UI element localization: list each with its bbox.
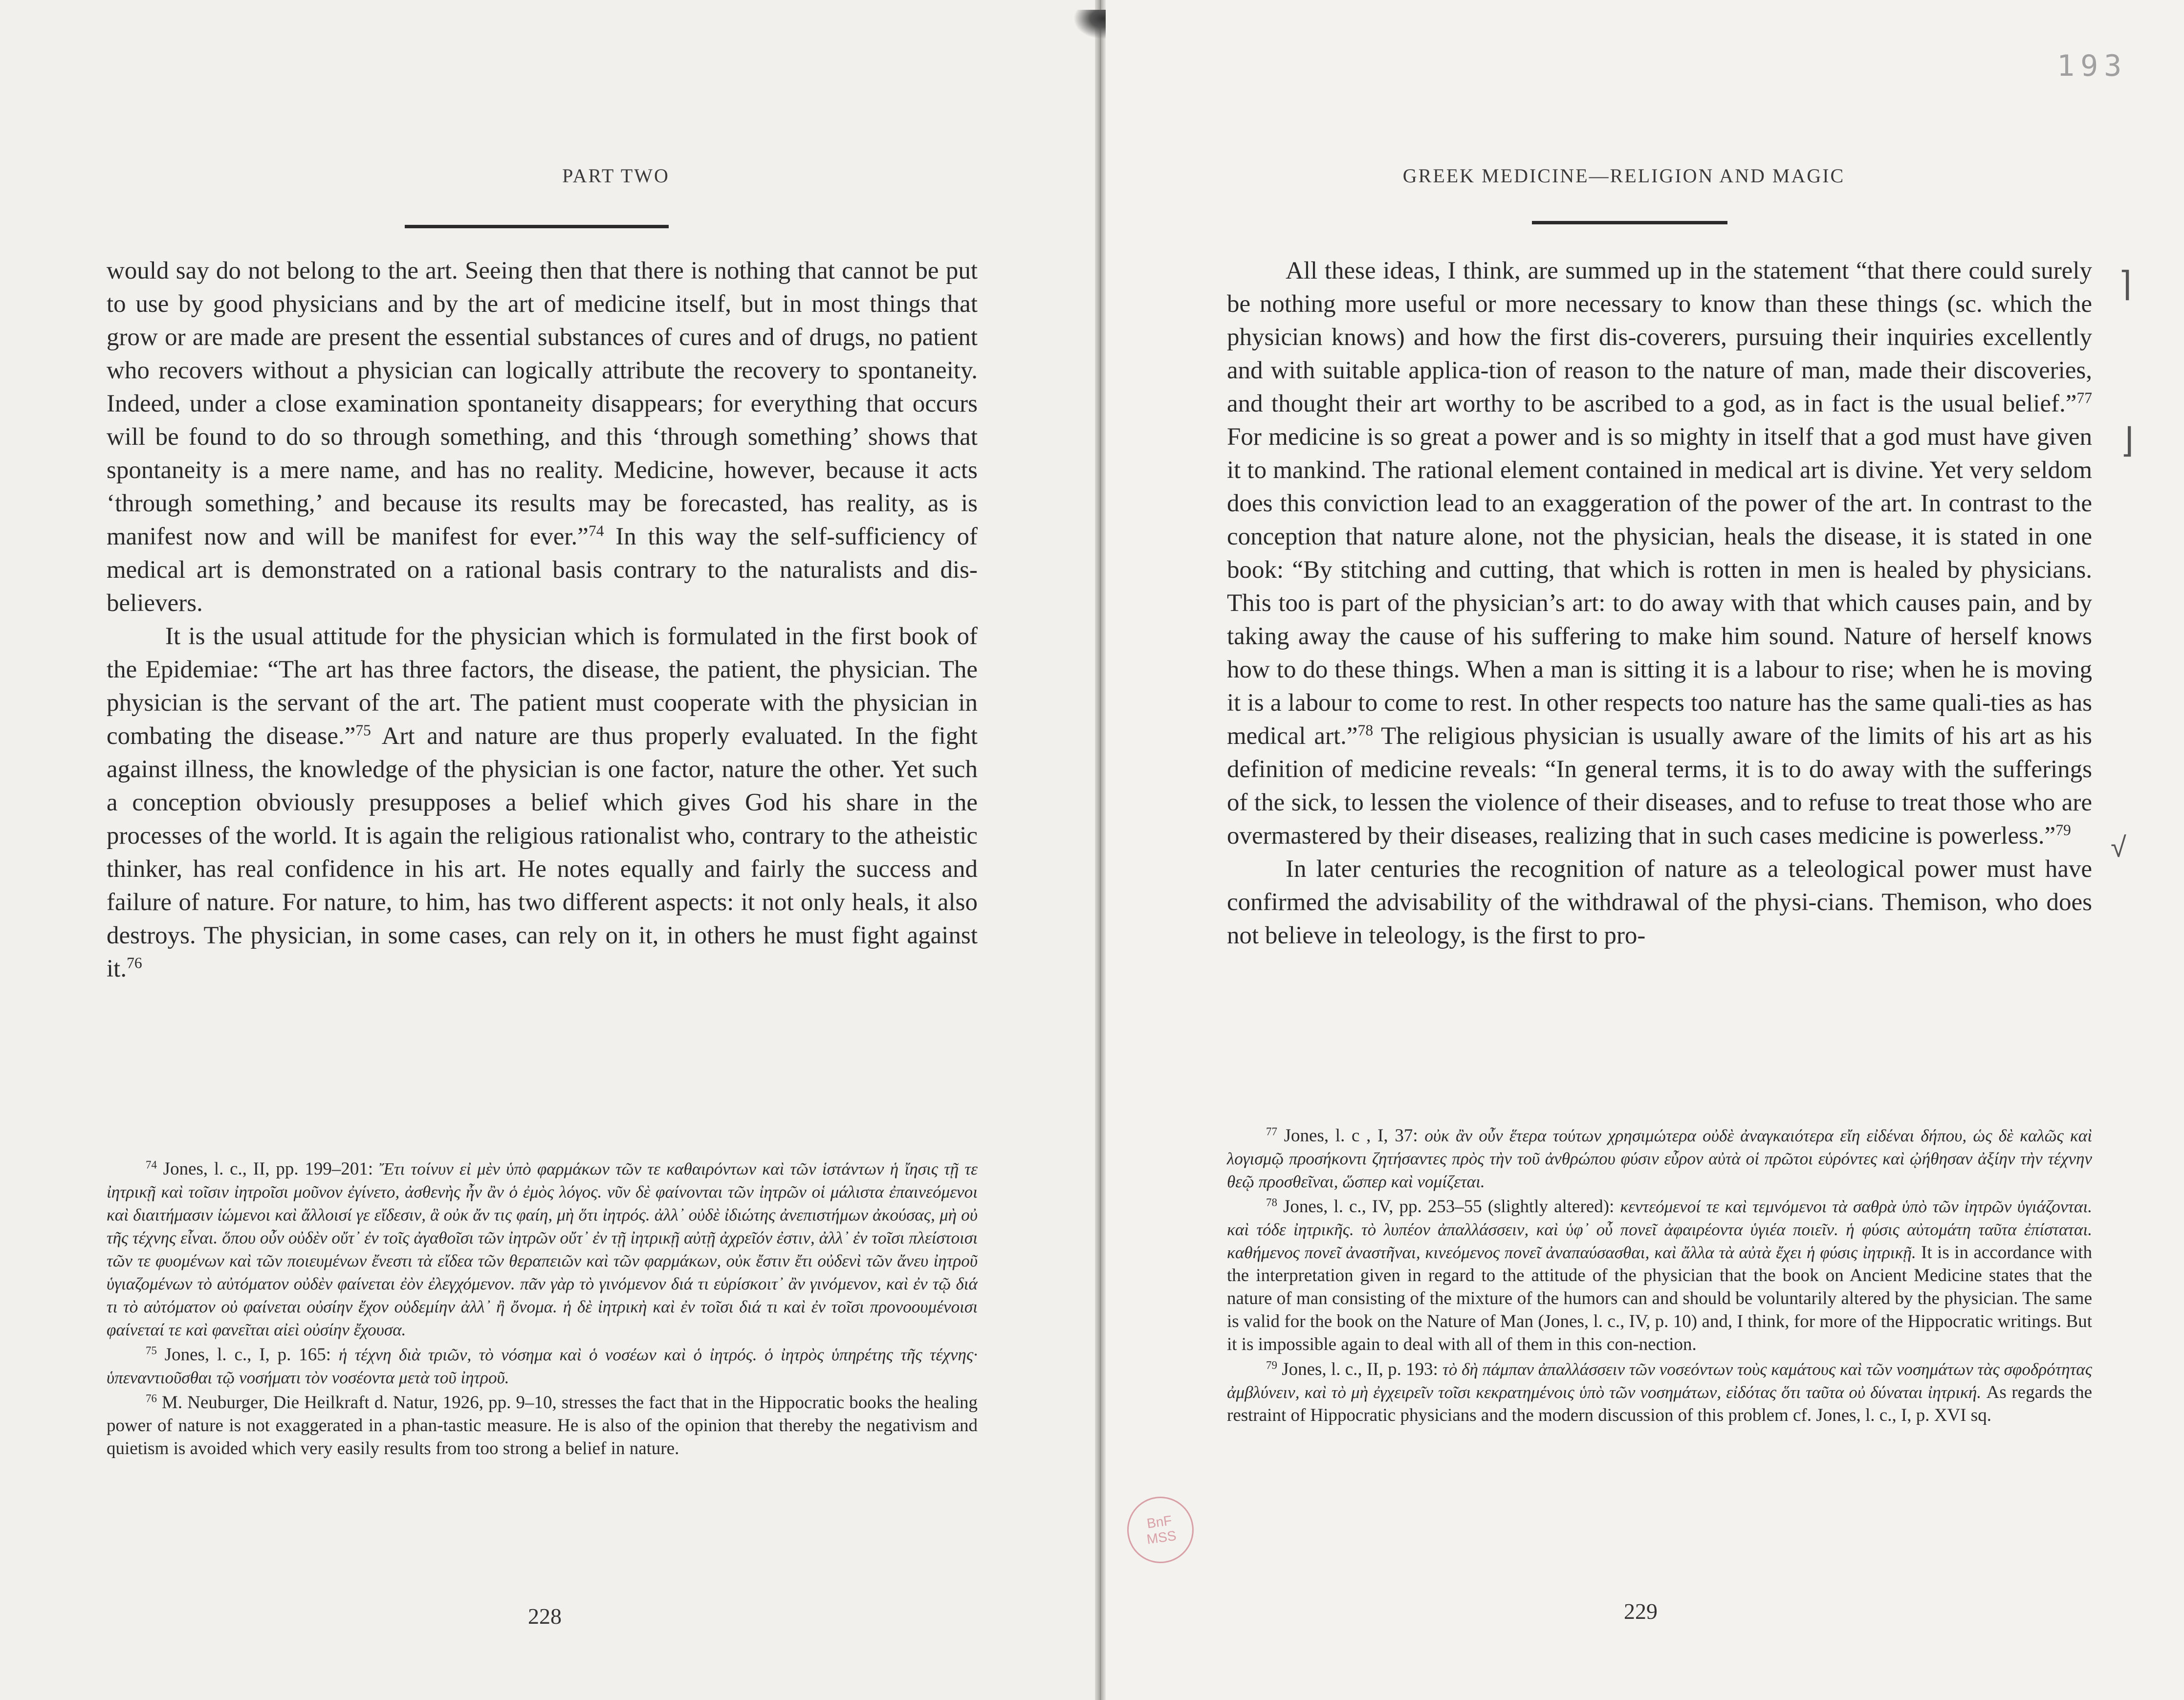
footnote-ref: 75 — [355, 721, 371, 739]
footnote — [1227, 1124, 2092, 1193]
footnote — [1227, 1195, 2092, 1356]
paragraph — [1227, 254, 2092, 852]
footnote-text: M. Neuburger, Die Heilkraft d. Natur, 1926, pp. 9–10, stresses the fact that in the Hippocratic books the healing power of nature is not exaggerated in a phan-tastic measure. He is also of the opinion that thereby the negativism and quietism is avoided which very easily results from too strong a belief in nature. — [107, 1393, 978, 1459]
paragraph — [107, 620, 978, 985]
running-header-right: GREEK MEDICINE—RELIGION AND MAGIC — [1402, 165, 1845, 187]
footnote-text: Jones, l. c., II, p. 193: — [1277, 1359, 1443, 1379]
margin-mark-bracket-top: ⌉ — [2118, 265, 2132, 303]
footnote-number: 76 — [146, 1392, 157, 1405]
body-text-left — [107, 254, 978, 985]
footnote-text: Jones, l. c., IV, pp. 253–55 (slightly altered): — [1277, 1197, 1620, 1217]
footnote-number: 78 — [1266, 1196, 1277, 1209]
paragraph-text: For medicine is so great a power and is so mighty in itself that a god must have given it to mankind. The rational element contained in medical art is divine. Yet very seldom does this conviction lead to an exaggeration of the power of the art. In contrast to the conception that nature alone, not the physician, heals the disease, it is stated in one book: “By stitching and cutting, that which is rotten in men is healed by physicians. This too is part of the physician’s art: to do away with that which causes pain, and by taking away the cause of his suffering to make him sound. Nature of herself knows how to do these things. When a man is sitting it is a labour to rise; when he is moving it is a labour to come to rest. In other respects too nature has the same quali-ties as has medical art.” — [1227, 423, 2092, 750]
page-number-right: 229 — [1624, 1599, 1658, 1624]
greek-quotation: Ἔτι τοίνυν εἰ μὲν ὑπὸ φαρμάκων τῶν τε καθαιρόντων καὶ τῶν ἱστάντων ἡ ἴησις τῇ τε ἰητρικῇ καὶ τοῖσιν ἰητροῖσι μοῦνον ἐγίνετο, ἀσθενὴς ἦν ἂν ὁ ἐμὸς λόγος. νῦν δὲ φαίνονται τῶν ἰητρῶν οἱ μάλιστα ἐπαινεόμενοι καὶ διαιτήμασιν ἰώμενοι καὶ ἄλλοισί γε εἴδεσιν, ἃ οὐκ ἄν τις φαίη, μὴ ὅτι ἰητρός. ἀλλ᾽ οὐδὲ ἰδιώτης ἀνεπιστήμων ἀκούσας, μὴ οὐ τῆς τέχνης εἶναι. ὅπου οὖν οὐδὲν οὔτ᾽ ἐν τοῖς ἀγαθοῖσι τῶν ἰητρῶν οὔτ᾽ ἐν τῇ ἰητρικῇ αὐτῇ ἀχρεῖόν ἐστιν, ἀλλ᾽ ἐν τοῖσι πλείστοισι τῶν τε φυομένων καὶ τῶν ποιευμένων ἔνεστι τὰ εἴδεα τῶν θεραπειῶν καὶ τῶν φαρμάκων, οὐκ ἔστιν ἔτι οὐδενὶ τῶν ἄνευ ἰητροῦ ὑγιαζομένων τὸ αὐτόματον οὐδὲν φαίνεται ἐὸν ἐλεγχόμενον. πᾶν γὰρ τὸ γινόμενον διά τι εὑρίσκοιτ᾽ ἂν γινόμενον, καὶ ἐν τῷ διά τι τὸ αὐτόματον οὐ φαίνεται οὐσίην ἔχον οὐδεμίην ἀλλ᾽ ἢ ὄνομα. ἡ δὲ ἰητρικὴ καὶ ἐν τοῖσι διά τι καὶ ἐν τοῖσι προνοουμένοισι φαίνεταί τε καὶ φανεῖται αἰεὶ οὐσίην ἔχουσα. — [107, 1159, 978, 1339]
greek-quotation: τὸ δὴ πάμπαν ἀπαλλάσσειν τῶν νοσεόντων τοὺς καμάτους καὶ τῶν νοσημάτων τὰς σφοδρότητας ἀμβλύνειν, καὶ τὸ μὴ ἐγχειρεῖν τοῖσι κεκρατημένοις ὑπὸ τῶν νοσημάτων, εἰδότας ὅτι ταῦτα οὐ δύναται ἰητρική. — [1227, 1360, 2092, 1402]
paragraph-text: All these ideas, I think, are summed up in the statement “that there could surely be nothing more useful or more necessary to know than these things (sc. which the physician knows) and how the first dis-coverers, pursuing their inquiries excellently and with suitable applica-tion of reason to the nature of man, made their discoveries, and thought their art worthy to be ascribed to a god, as in fact is the usual belief.” — [1227, 257, 2092, 417]
footnote-ref: 78 — [1357, 721, 1374, 739]
paragraph-text: Art and nature are thus properly evaluated. In the fight against illness, the knowledge of the physician is one factor, nature the other. Yet such a conception obviously presupposes a belief which gives God his share in the processes of the world. It is again the religious rationalist who, contrary to the atheistic thinker, has real confidence in his art. He notes equally and fairly the success and failure of nature. For nature, to him, has two different aspects: it not only heals, it also destroys. The physician, in some cases, can rely on it, in others he must fight against it. — [107, 722, 978, 982]
footnote-number: 74 — [146, 1158, 157, 1171]
footnotes-right — [1227, 1124, 2092, 1429]
footnotes-left — [107, 1157, 978, 1462]
greek-quotation: ἡ τέχνη διὰ τριῶν, τὸ νόσημα καὶ ὁ νοσέων καὶ ὁ ἰητρός. ὁ ἰητρὸς ὑπηρέτης τῆς τέχνης· ὑπεναντιοῦσθαι τῷ νοσήματι τὸν νοσέοντα μετὰ τοῦ ἰητροῦ. — [107, 1345, 978, 1387]
paragraph-text: In this way the self-sufficiency of medical art is demonstrated on a rational basis contrary to the naturalists and dis-believers. — [107, 523, 978, 617]
footnote-ref: 77 — [2076, 389, 2092, 407]
footnote-number: 75 — [146, 1344, 157, 1357]
footnote-text: Jones, l. c , I, 37: — [1277, 1126, 1425, 1146]
footnote — [107, 1343, 978, 1389]
footnote-ref: 74 — [588, 522, 604, 540]
footnote-text: It is in accordance with the interpretation given in regard to the attitude of the physician that the book on Ancient Medicine states that the nature of man consisting of the mixture of the humors can and should be voluntarily altered by the physician. The same is valid for the book on the Nature of Man (Jones, l. c., IV, p. 10) and, I think, for more of the Hippocratic writings. But it is impossible again to deal with all of them in this con-nection. — [1227, 1242, 2092, 1354]
footnote-text: Jones, l. c., II, pp. 199–201: — [156, 1159, 379, 1179]
book-gutter — [1095, 0, 1106, 1700]
footnote-ref: 79 — [2055, 821, 2071, 839]
header-rule-right — [1532, 221, 1727, 224]
footnote — [107, 1157, 978, 1341]
body-text-right — [1227, 254, 2092, 952]
paragraph — [107, 254, 978, 620]
footnote-text: Jones, l. c., I, p. 165: — [156, 1345, 339, 1365]
margin-mark-check: √ — [2111, 831, 2126, 863]
header-rule-left — [405, 225, 669, 228]
paragraph-text: In later centuries the recognition of nature as a teleological power must have confirmed the advisability of the withdrawal of the physi-cians. Themison, who does not believe in teleology, is the first to pro- — [1227, 855, 2092, 949]
footnote-ref: 76 — [127, 954, 142, 972]
running-header-left: PART TWO — [562, 165, 670, 187]
library-stamp-text: BnF MSS — [1145, 1512, 1178, 1547]
footnote-number: 77 — [1266, 1125, 1277, 1138]
paragraph-text: It is the usual attitude for the physician which is formulated in the first book of the Epidemiae: “The art has three factors, the disease, the patient, the physician. The physician is the servant of the art. The patient must cooperate with the physician in combating the disease.” — [107, 623, 978, 750]
greek-quotation: οὐκ ἂν οὖν ἕτερα τούτων χρησιμώτερα οὐδὲ ἀναγκαιότερα εἴη εἰδέναι δήπου, ὡς δὲ καλῶς καὶ λογισμῷ προσήκοντι ζητήσαντες πρὸς τὴν τοῦ ἀνθρώπου φύσιν εὗρον αὐτὰ οἱ πρῶτοι εὑρόντες καὶ ᾠήθησαν ἀξίην τὴν τέχνην θεῷ προσθεῖναι, ὥσπερ καὶ νομίζεται. — [1227, 1126, 2093, 1191]
footnote — [107, 1391, 978, 1460]
footnote-text: As regards the restraint of Hippocratic physicians and the modern discussion of this problem cf. Jones, l. c., I, p. XVI sq. — [1227, 1382, 2092, 1425]
margin-mark-bracket-bottom: ⌋ — [2120, 421, 2134, 459]
sheet-stamp-number: 193 — [2057, 49, 2128, 83]
footnote — [1227, 1358, 2092, 1427]
paragraph — [1227, 852, 2092, 952]
right-page — [1106, 0, 2184, 1700]
footnote-number: 79 — [1266, 1359, 1277, 1372]
page-number-left: 228 — [528, 1604, 562, 1629]
paragraph-text: would say do not belong to the art. Seeing then that there is nothing that cannot be put to use by good physicians and by the art of medicine itself, but in most things that grow or are made are present the essential substances of cures and of drugs, no patient who recovers without a physician can logically attribute the recovery to spontaneity. Indeed, under a close examination spontaneity disappears; for everything that occurs will be found to do so through something, and this ‘through something’ shows that spontaneity is a mere name, and has no reality. Medicine, however, because it acts ‘through something,’ and because its results may be forecasted, has reality, as is manifest now and will be manifest for ever.” — [107, 257, 978, 550]
greek-quotation: κεντεόμενοί τε καὶ τεμνόμενοι τὰ σαθρὰ ὑπὸ τῶν ἰητρῶν ὑγιάζονται. καὶ τόδε ἰητρικῆς. τὸ λυπέον ἀπαλλάσσειν, καὶ ὑφ᾽ οὗ πονεῖ ἀφαιρέοντα ὑγιέα ποιεῖν. ἡ φύσις αὐτομάτη ταῦτα ἐπίσταται. καθήμενος πονεῖ ἀναστῆναι, κινεόμενος πονεῖ ἀναπαύσασθαι, καὶ ἄλλα τὰ αὐτὰ ἔχει ἡ φύσις ἰητρικῇ. — [1227, 1197, 2092, 1262]
paragraph-text: The religious physician is usually aware of the limits of his art as his definition of medicine reveals: “In general terms, it is to do away with the sufferings of the sick, to lessen the violence of their diseases, and to refuse to treat those who are overmastered by their diseases, realizing that in such cases medicine is powerless.” — [1227, 722, 2093, 850]
